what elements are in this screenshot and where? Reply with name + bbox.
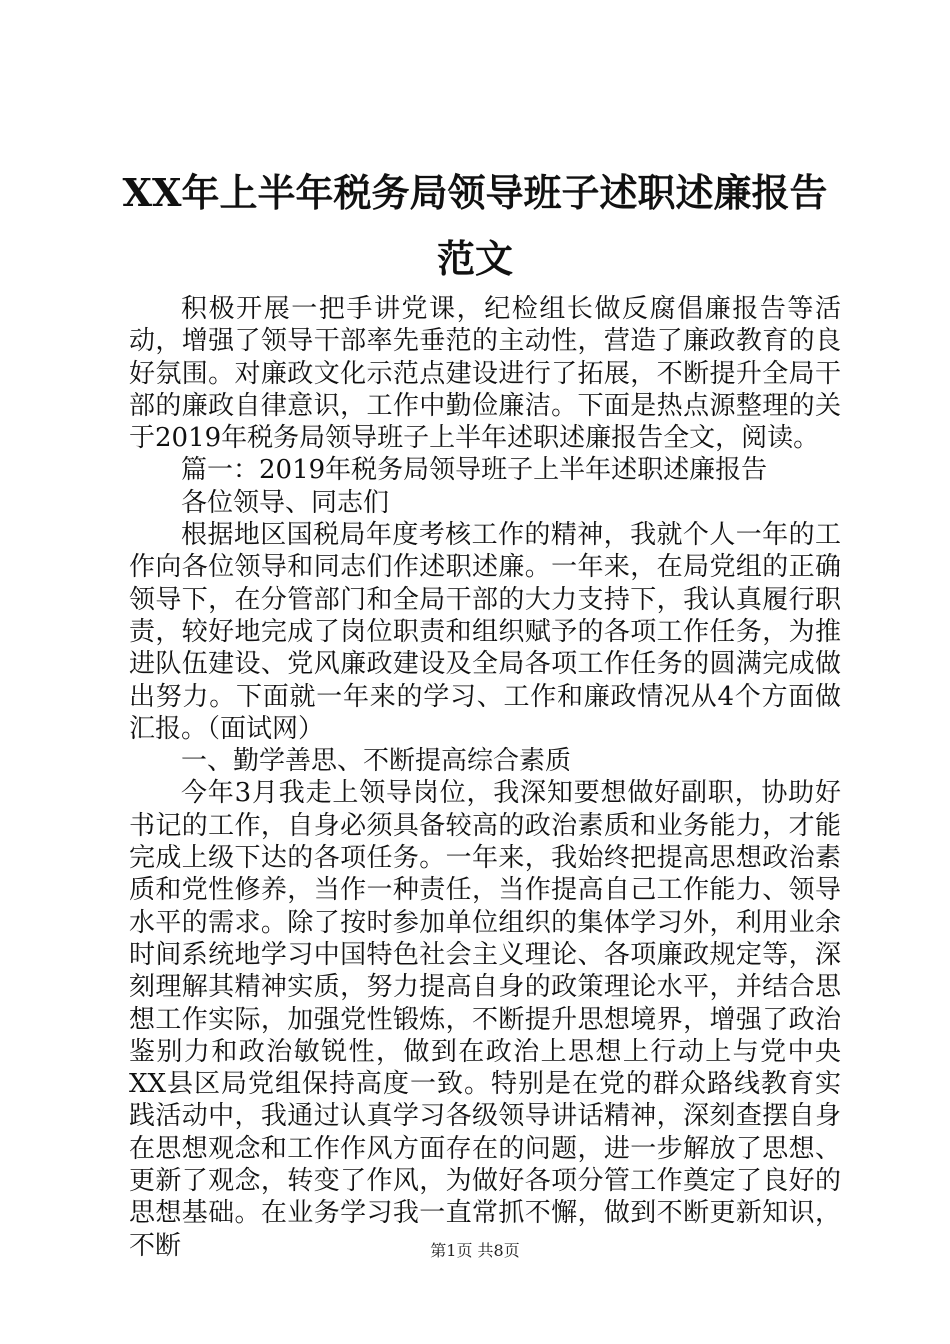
- document-body: [129, 293, 841, 1262]
- paragraph-intro: 积极开展一把手讲党课，纪检组长做反腐倡廉报告等活动，增强了领导干部率先垂范的主动性，营造了廉政教育的良好氛围。对廉政文化示范点建设进行了拓展，不断提升全局干部的廉政自律意识，工作中勤俭廉洁。下面是热点源整理的关于2019年税务局领导班子上半年述职述廉报告全文，阅读。: [129, 294, 841, 454]
- paragraph-salutation: 各位领导、同志们: [181, 487, 390, 518]
- paragraph-section-heading-1: 一、勤学善思、不断提高综合素质: [181, 746, 572, 777]
- document-title: XX年上半年税务局领导班子述职述廉报告范文: [122, 170, 828, 281]
- paragraph-section-1-body: 今年3月我走上领导岗位，我深知要想做好副职，协助好书记的工作，自身必须具备较高的政治素质和业务能力，才能完成上级下达的各项任务。一年来，我始终把提高思想政治素质和党性修养，当作一种责任，当作提高自己工作能力、领导水平的需求。除了按时参加单位组织的集体学习外，利用业余时间系统地学习中国特色社会主义理论、各项廉政规定等，深刻理解其精神实质，努力提高自身的政策理论水平，并结合思想工作实际，加强党性锻炼，不断提升思想境界，增强了政治鉴别力和政治敏锐性，做到在政治上思想上行动上与党中央XX县区局党组保持高度一致。特别是在党的群众路线教育实践活动中，我通过认真学习各级领导讲话精神，深刻查摆自身在思想观念和工作作风方面存在的问题，进一步解放了思想、更新了观念，转变了作风，为做好各项分管工作奠定了良好的思想基础。在业务学习我一直常抓不懈，做到不断更新知识，不断: [129, 778, 841, 1261]
- paragraph-article-heading: 篇一：2019年税务局领导班子上半年述职述廉报告: [181, 455, 768, 486]
- paragraph-overview: 根据地区国税局年度考核工作的精神，我就个人一年的工作向各位领导和同志们作述职述廉。一年来，在局党组的正确领导下，在分管部门和全局干部的大力支持下，我认真履行职责，较好地完成了岗位职责和组织赋予的各项工作任务，为推进队伍建设、党风廉政建设及全局各项工作任务的圆满完成做出努力。下面就一年来的学习、工作和廉政情况从4个方面做汇报。（面试网）: [129, 520, 841, 744]
- page-footer: 第1页 共8页: [430, 1241, 520, 1260]
